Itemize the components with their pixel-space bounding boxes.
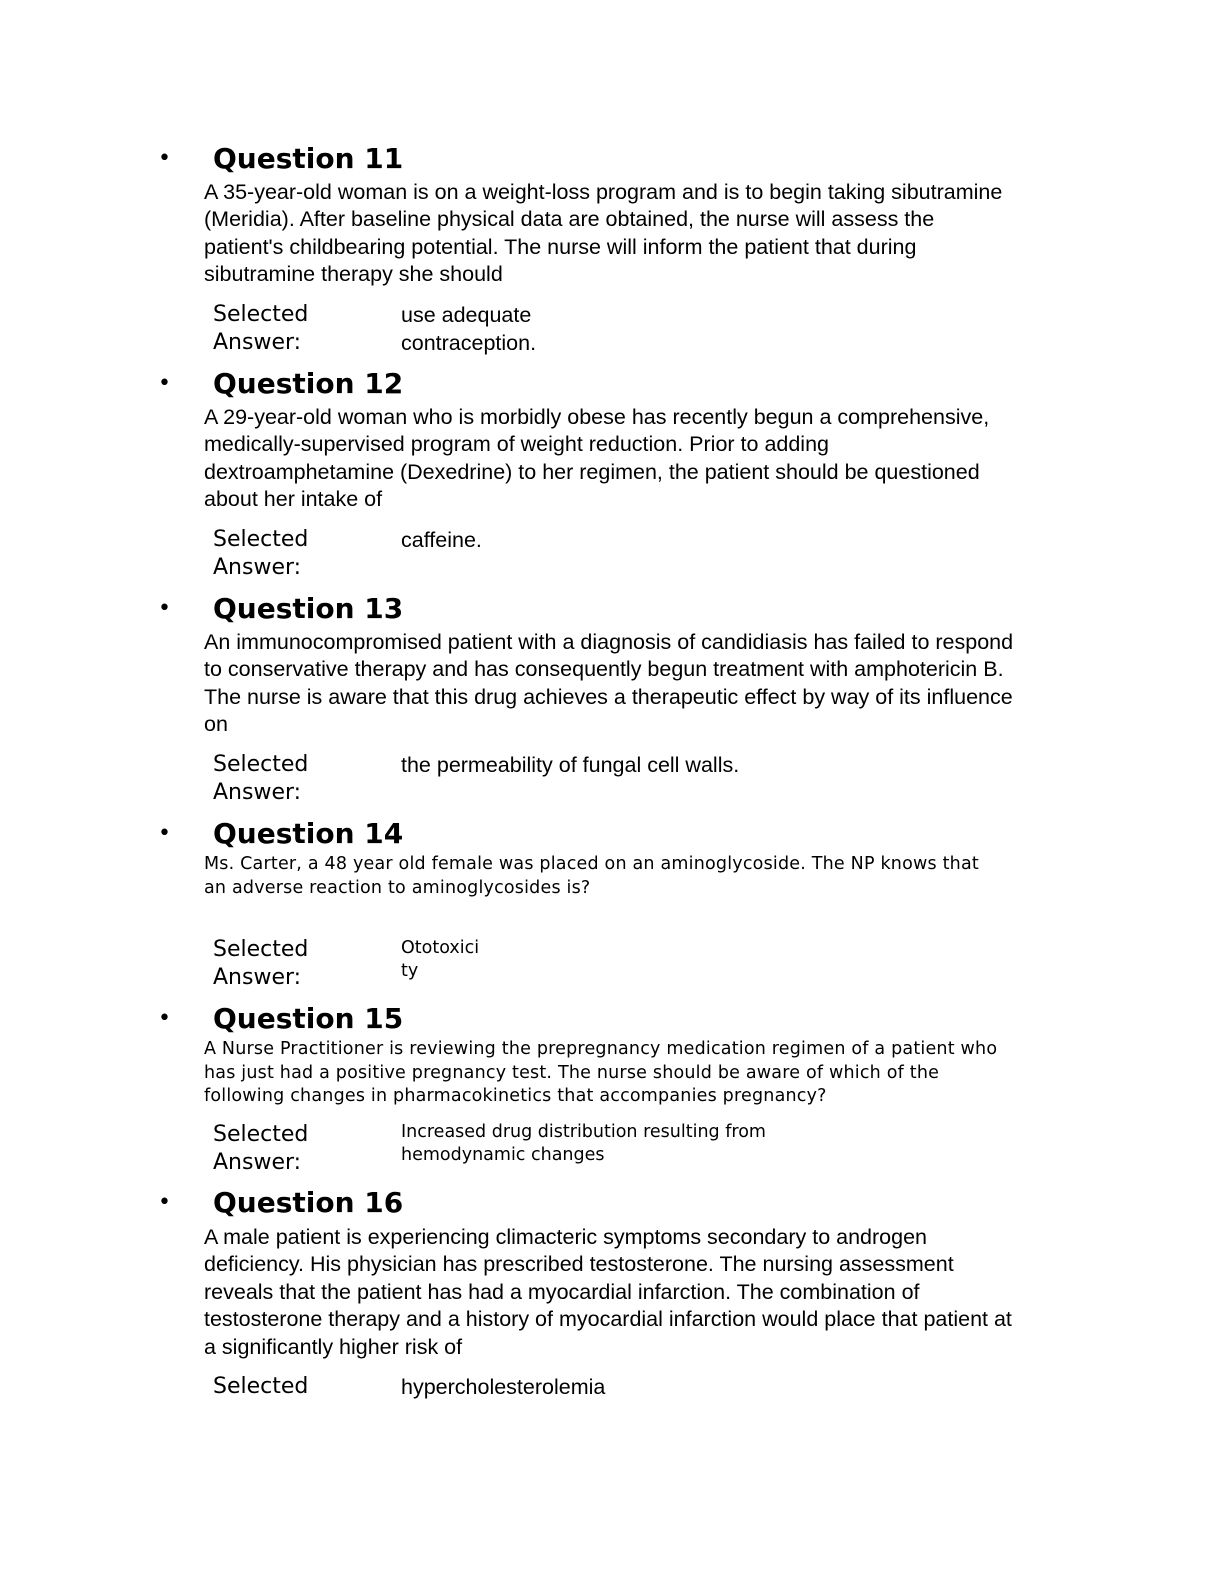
selected-answer-value: [401, 751, 739, 779]
question-text: [204, 1224, 1109, 1361]
question-text-line: an adverse reaction to aminoglycosides is?: [204, 877, 591, 898]
question-text-line: dextroamphetamine (Dexedrine) to her regimen, the patient should be questioned: [204, 459, 980, 484]
label-line: Selected: [213, 527, 309, 552]
question-title: Question 11: [213, 142, 404, 175]
bullet: •: [158, 146, 171, 171]
answer-line: hemodynamic changes: [401, 1145, 605, 1165]
answer-line: caffeine.: [401, 528, 482, 552]
label-line: Selected: [213, 752, 309, 777]
question-text-line: An immunocompromised patient with a diagnosis of candidiasis has failed to respond: [204, 630, 1014, 654]
question-text-line: reveals that the patient has had a myocardial infarction. The combination of: [204, 1279, 920, 1304]
label-line: Selected: [213, 1122, 309, 1147]
answer-line: Increased drug distribution resulting from: [401, 1122, 766, 1142]
selected-answer-label: [213, 301, 363, 357]
selected-answer-label: [213, 526, 363, 582]
question-title: Question 12: [213, 367, 404, 400]
question-text-line: A 35-year-old woman is on a weight-loss program and is to begin taking sibutramine: [204, 180, 1003, 204]
label-line: Selected: [213, 1374, 309, 1399]
label-line: Selected: [213, 302, 309, 327]
bullet: •: [158, 821, 171, 846]
label-line: Answer:: [213, 780, 302, 805]
answer-line: the permeability of fungal cell walls.: [401, 753, 740, 777]
selected-answer-value: [401, 1373, 605, 1401]
selected-answer-label: [213, 936, 363, 992]
answer-line: contraception.: [401, 331, 537, 355]
question-text: [204, 404, 1109, 514]
bullet: •: [158, 1006, 171, 1031]
bullet: •: [158, 1190, 171, 1215]
selected-answer-label: [213, 1373, 363, 1401]
question-text-line: A Nurse Practitioner is reviewing the prepregnancy medication regimen of a patient who: [204, 1039, 998, 1059]
question-text-line: on: [204, 712, 228, 737]
label-line: Answer:: [213, 965, 302, 990]
answer-line: hypercholesterolemia: [401, 1375, 606, 1399]
selected-answer-value: [401, 301, 536, 357]
question-text-line: sibutramine therapy she should: [204, 262, 503, 287]
answer-line: ty: [401, 961, 419, 981]
label-line: Answer:: [213, 555, 302, 580]
question-title: Question 13: [213, 592, 404, 625]
question-text-line: a significantly higher risk of: [204, 1334, 463, 1359]
question-text-line: A 29-year-old woman who is morbidly obese has recently begun a comprehensive,: [204, 405, 990, 429]
question-text-line: to conservative therapy and has consequently begun treatment with amphotericin B.: [204, 657, 1004, 682]
question-text: [204, 853, 1109, 900]
question-title: Question 14: [213, 817, 404, 850]
question-text-line: testosterone therapy and a history of myocardial infarction would place that patient at: [204, 1307, 1012, 1332]
label-line: Selected: [213, 937, 309, 962]
label-line: Answer:: [213, 330, 302, 355]
answer-line: Ototoxici: [401, 938, 480, 958]
question-text-line: Ms. Carter, a 48 year old female was placed on an aminoglycoside. The NP knows that: [204, 854, 979, 874]
question-text-line: about her intake of: [204, 487, 383, 512]
selected-answer-value: [401, 937, 479, 983]
question-title: Question 16: [213, 1186, 404, 1219]
question-title: Question 15: [213, 1002, 404, 1035]
selected-answer-value: [401, 526, 482, 554]
question-text: [204, 1038, 1109, 1109]
selected-answer-value: [401, 1121, 766, 1167]
question-text-line: deficiency. His physician has prescribed testosterone. The nursing assessment: [204, 1252, 954, 1277]
question-text-line: medically-supervised program of weight reduction. Prior to adding: [204, 432, 830, 457]
bullet: •: [158, 596, 171, 621]
label-line: Answer:: [213, 1150, 302, 1175]
question-text-line: A male patient is experiencing climacteric symptoms secondary to androgen: [204, 1225, 927, 1249]
question-text-line: The nurse is aware that this drug achieves a therapeutic effect by way of its influence: [204, 684, 1013, 709]
selected-answer-label: [213, 751, 363, 807]
question-text-line: patient's childbearing potential. The nurse will inform the patient that during: [204, 234, 917, 259]
bullet: •: [158, 371, 171, 396]
question-text: [204, 629, 1109, 739]
question-text: [204, 179, 1109, 289]
selected-answer-label: [213, 1121, 363, 1177]
answer-line: use adequate: [401, 303, 532, 327]
question-text-line: following changes in pharmacokinetics that accompanies pregnancy?: [204, 1086, 827, 1106]
question-text-line: has just had a positive pregnancy test. The nurse should be aware of which of the: [204, 1062, 940, 1083]
question-text-line: (Meridia). After baseline physical data are obtained, the nurse will assess the: [204, 207, 935, 232]
